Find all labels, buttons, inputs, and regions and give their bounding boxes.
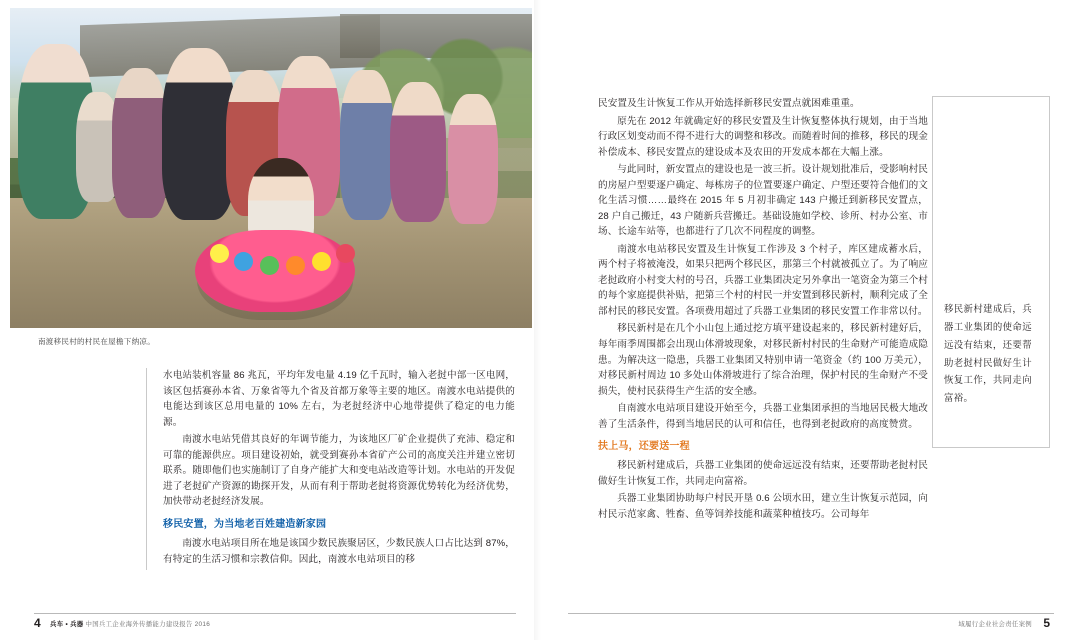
pullquote-text: 移民新村建成后，兵器工业集团的使命远远没有结束，还要帮助老挝村民做好生计恢复工作，共同走向富裕。 xyxy=(944,303,1032,404)
photo-person-8 xyxy=(390,82,446,222)
photo-caption: 南渡移民村的村民在屋檐下纳凉。 xyxy=(38,337,155,346)
paragraph: 与此同时，新安置点的建设也是一波三折。设计规划批准后，受影响村民的房屋户型要逐户确定、每栋房子的位置要逐户确定、户型还要符合他们的文化生活习惯……最终在 2015 年 5 月初非确定 143 户搬迁到新移民安置点，28 户自己搬迁，43 户随新兵营搬迁。基础设施如学校、诊所、村办公室、市场、长途车站等，也都进行了几次不同程度的调整。 xyxy=(598,164,928,238)
paragraph: 南渡水电站移民安置及生计恢复工作涉及 3 个村子，库区建成蓄水后，两个村子将被淹没，如果只把两个移民区，那第三个村就被孤立了。为了响应老挝政府小村变大村的号召，兵器工业集团决定另外拿出一笔资金为第三个村的每个家庭提供补贴，把第三个村的村民一并安置到移民新村，顺利完成了全部村民的移民安置。各项费用超过了兵器工业集团的移民安置工作非常以付。 xyxy=(598,243,928,317)
photo-person-9 xyxy=(448,94,498,224)
right-page xyxy=(540,0,1080,640)
photo-roof-left xyxy=(80,15,380,77)
paragraph: 民安置及生计恢复工作从开始选择新移民安置点就困难重重。 xyxy=(598,98,860,109)
right-footer-meta: 域履行企业社会责任案例 xyxy=(958,621,1032,628)
photo-ball-1 xyxy=(210,244,229,263)
paragraph: 移民新村建成后，兵器工业集团的使命远远没有结束，还要帮助老挝村民做好生计恢复工作，共同走向富裕。 xyxy=(598,460,928,487)
left-footer-meta-strong: 兵车 • 兵器 xyxy=(50,621,84,628)
photo-ball-2 xyxy=(234,252,253,271)
photo-ball-3 xyxy=(260,256,279,275)
photo-ball-6 xyxy=(336,244,355,263)
left-footer-meta-text: 中国兵工企业海外传播能力建设报告 2016 xyxy=(85,621,211,628)
left-footer-meta xyxy=(50,619,210,628)
left-page-number: 4 xyxy=(34,616,41,630)
right-footer-rule xyxy=(568,613,1054,614)
left-body-text xyxy=(163,368,515,569)
paragraph: 自南渡水电站项目建设开始至今，兵器工业集团承担的当地居民极大地改善了生活条件，得到当地居民的认可和信任，也得到老挝政府的高度赞赏。 xyxy=(598,403,928,430)
photo-frame xyxy=(10,8,532,328)
photo-person-7 xyxy=(340,70,394,220)
paragraph: 原先在 2012 年就确定好的移民安置及生计恢复整体执行规划，由于当地行政区划变动而不得不进行大的调整和移改。而随着时间的推移，移民的现金补偿成本、移民安置点的建设成本及农田的开发成本都在大幅上涨。 xyxy=(598,115,928,158)
paragraph: 水电站装机容量 86 兆瓦，平均年发电量 4.19 亿千瓦时，输入老挝中部一区电网，该区包括赛孙本省、万象省等九个省及首都万象等主要的地区。南渡水电站提供的电能达到该区总用电量的 10% 左右，为老挝经济中心地带提供了稳定的电力能源。 xyxy=(163,370,515,428)
photo-ball-4 xyxy=(286,256,305,275)
right-page-number: 5 xyxy=(1043,616,1050,630)
right-body-text xyxy=(598,96,928,524)
paragraph: 兵器工业集团协助每户村民开垦 0.6 公顷水田，建立生计恢复示范园，向村民示范家禽、牲畜、鱼等饲养技能和蔬菜种植技巧。公司每年 xyxy=(598,493,928,520)
photo-person-4 xyxy=(162,48,236,220)
photo-person-3 xyxy=(112,68,168,218)
paragraph: 南渡水电站项目所在地是该国少数民族聚居区，少数民族人口占比达到 87%，有特定的生活习惯和宗教信仰。因此，南渡水电站项目的移 xyxy=(163,537,515,565)
photo-ball-5 xyxy=(312,252,331,271)
left-column-rule xyxy=(146,368,147,570)
left-footer-rule xyxy=(34,613,516,614)
paragraph: 南渡水电站凭借其良好的年调节能力，为该地区厂矿企业提供了充沛、稳定和可靠的能源供应。项目建设初始，就受到赛孙本省矿产公司的高度关注并建立密切联系。随即他们也实施制订了自身产能扩大和变电站改造等计划。水电站的开发促进了老挝矿产资源的勘探开发，从而有利于帮助老挝将资源优势转化为经济优势，加快带动老挝经济发展。 xyxy=(163,434,515,508)
paragraph: 移民新村是在几个小山包上通过挖方填平建设起来的，移民新村建好后，每年雨季周围都会出现山体滑坡现象，对移民新村村民的生命财产可能造成隐患。为解决这一隐患，兵器工业集团又特别申请一笔资金（约 100 万美元），对移民新村周边 10 多处山体滑坡进行了综合治理，保护村民的生命财产不受损失，使村民获得生产生活的安全感。 xyxy=(598,323,928,397)
left-subheading: 移民安置，为当地老百姓建造新家园 xyxy=(163,518,327,530)
village-photo xyxy=(10,8,532,328)
right-subheading: 扶上马，还要送一程 xyxy=(598,441,690,453)
